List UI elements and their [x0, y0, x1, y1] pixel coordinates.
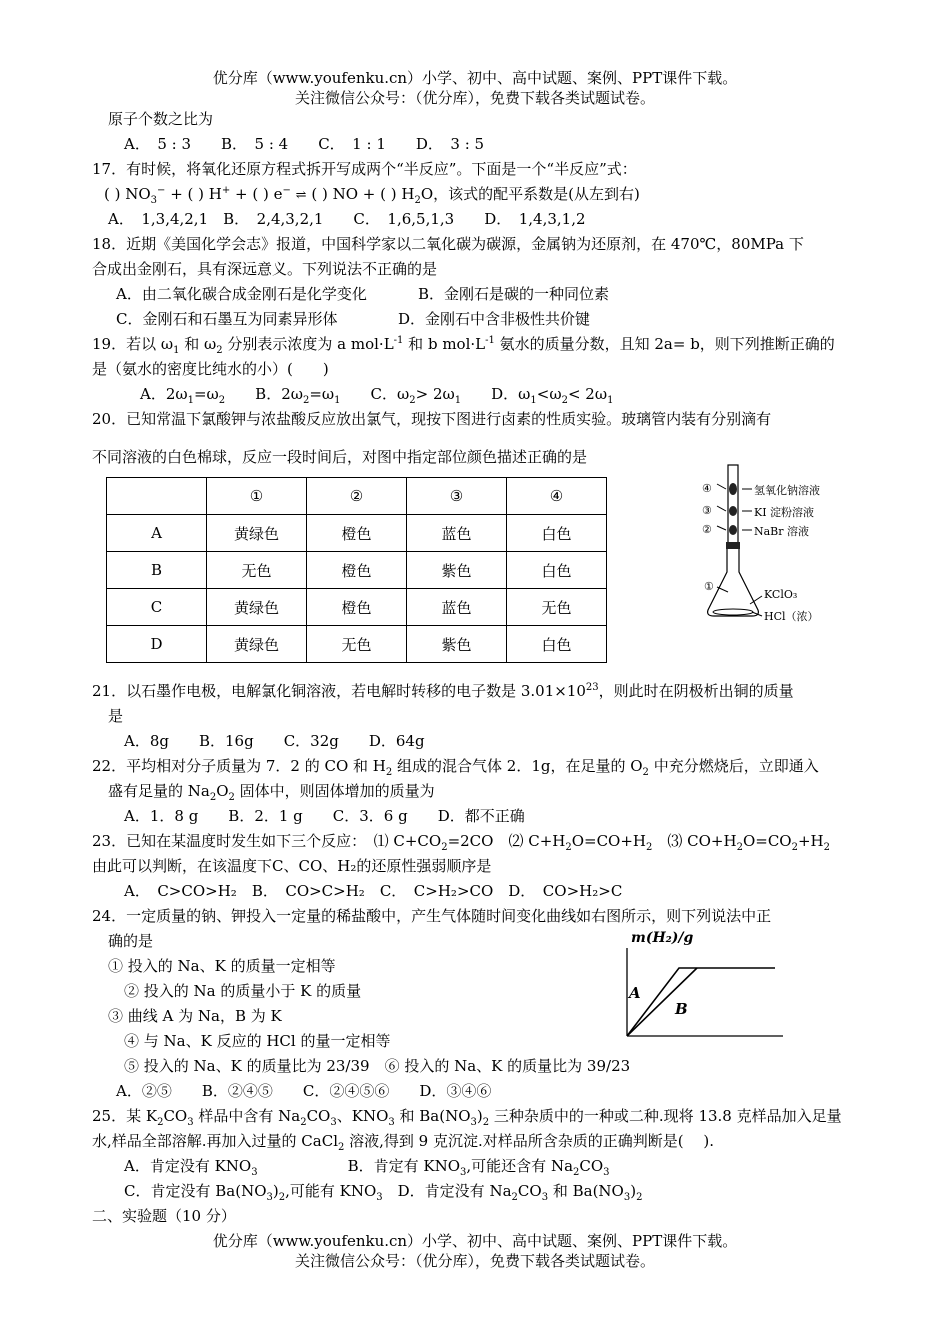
q24-statement-4: ④ 与 Na、K 反应的 HCl 的量一定相等: [124, 1032, 391, 1050]
q22-options: A．1．8 g B．2．1 g C．3．6 g D．都不正确: [124, 807, 525, 825]
q20-table: [106, 477, 607, 663]
table-cell: D: [107, 626, 207, 663]
table-cell: [107, 478, 207, 515]
table-cell: 紫色: [407, 552, 507, 589]
q25-line-2: 水,样品全部溶解.再加入过量的 CaCl$_2$ 溶液,得到 9 克沉淀.对样品所含杂质的正确判断是( ).: [92, 1132, 715, 1153]
q21-line-1: 21．以石墨作电极，电解氯化铜溶液，若电解时转移的电子数是 $3.01\times 10^{23}$，则此时在阴极析出铜的质量: [92, 682, 794, 700]
q19-line-1: 19．若以 $\omega_1$ 和 $\omega_2$ 分别表示浓度为 a $mol\cdot L^{-1}$ 和 b $mol\cdot L^{-1}$ 氨水的质量分数，且知 2a= b，则下列推断正确的: [92, 335, 835, 356]
table-cell: 黄绿色: [207, 515, 307, 552]
table-cell: 黄绿色: [207, 589, 307, 626]
label-naoh: 氢氧化钠溶液: [754, 484, 820, 497]
table-cell: 紫色: [407, 626, 507, 663]
table-cell: ②: [307, 478, 407, 515]
curve-b-label: B: [675, 1000, 688, 1018]
table-cell: 蓝色: [407, 589, 507, 626]
footer-line-2: 关注微信公众号：（优分库），免费下载各类试题试卷。: [294, 1252, 655, 1270]
q25-options-cd: C．肯定没有 $Ba(NO_3)_2$,可能有 $KNO_3$ D．肯定没有 $Na_2CO_3$ 和 $Ba(NO_3)_2$: [124, 1182, 643, 1203]
marker-4: ④: [702, 482, 712, 495]
table-row: [107, 552, 607, 589]
label-ki: KI 淀粉溶液: [754, 506, 815, 519]
q17-options: A． 1,3,4,2,1 B． 2,4,3,2,1 C． 1,6,5,1,3 D． 1,4,3,1,2: [108, 210, 586, 228]
q20-line-1: 20．已知常温下氯酸钾与浓盐酸反应放出氯气，现按下图进行卤素的性质实验。玻璃管内装有分别滴有: [92, 410, 772, 428]
q19-options: A．$2\omega_1=\omega_2$ B．$2\omega_2=\omega_1$ C．$\omega_2> 2\omega_1$ D．$\omega_1<\omega_2< 2\omega_1$: [140, 385, 614, 406]
table-cell: 蓝色: [407, 515, 507, 552]
q20-line-2: 不同溶液的白色棉球，反应一段时间后，对图中指定部位颜色描述正确的是: [92, 448, 588, 466]
q16-options: A． 5 : 3 B． 5 : 4 C． 1 : 1 D． 3 : 5: [124, 135, 485, 153]
table-cell: 无色: [507, 589, 607, 626]
q18-line-1: 18．近期《美国化学会志》报道，中国科学家以二氧化碳为碳源，金属钠为还原剂，在 470℃，80MPa 下: [92, 235, 804, 253]
table-row: [107, 515, 607, 552]
table-cell: 橙色: [307, 589, 407, 626]
q24-line-2: 确的是: [108, 932, 154, 950]
q17-eq-tail: ，该式的配平系数是(从左到右): [433, 185, 640, 203]
q24-line-1: 24．一定质量的钠、钾投入一定量的稀盐酸中，产生气体随时间变化曲线如右图所示，则下列说法中正: [92, 907, 772, 925]
table-cell: ④: [507, 478, 607, 515]
q24-statement-1: ① 投入的 Na、K 的质量一定相等: [108, 957, 336, 975]
table-cell: 无色: [207, 552, 307, 589]
table-cell: 白色: [507, 552, 607, 589]
marker-1: ①: [704, 580, 714, 593]
q17-stem: 17．有时候，将氧化还原方程式拆开写成两个“半反应”。下面是一个“半反应”式：: [92, 160, 637, 178]
header-line-2: 关注微信公众号：（优分库），免费下载各类试题试卷。: [294, 89, 655, 107]
q25-options-ab: A．肯定没有 $KNO_3$ B．肯定有 $KNO_3$,可能还含有 $Na_2CO_3$: [124, 1157, 610, 1178]
q17-equation: ( ) $NO_3^-$ + ( ) H+ + ( ) e− ⇌ ( ) NO + ( ) $H_2O$，该式的配平系数是(从左到右): [104, 185, 640, 206]
q18-line-2: 合成出金刚石，具有深远意义。下列说法不正确的是: [92, 260, 438, 278]
q24-statement-2: ② 投入的 Na 的质量小于 K 的质量: [124, 982, 362, 1000]
table-cell: 橙色: [307, 552, 407, 589]
q18-option-d: D．金刚石中含非极性共价键: [398, 310, 591, 328]
q23-line-1: 23．已知在某温度时发生如下三个反应： ⑴ $C+CO_2=2CO$ ⑵ $C+H_2O=CO+H_2$ ⑶ $CO+H_2O=CO_2+H_2$: [92, 832, 831, 853]
table-cell: 白色: [507, 626, 607, 663]
apparatus-figure: [690, 462, 850, 632]
table-cell: A: [107, 515, 207, 552]
table-header-row: [107, 478, 607, 515]
q18-option-b: B．金刚石是碳的一种同位素: [418, 285, 610, 303]
q21-options: A．8g B．16g C．32g D．64g: [124, 732, 425, 750]
q24-statement-3: ③ 曲线 A 为 Na，B 为 K: [108, 1007, 282, 1025]
marker-3: ③: [702, 504, 712, 517]
table-cell: 白色: [507, 515, 607, 552]
q24-options: A．②⑤ B．②④⑤ C．②④⑤⑥ D．③④⑥: [116, 1082, 492, 1100]
table-cell: 无色: [307, 626, 407, 663]
q18-option-c: C．金刚石和石墨互为同素异形体: [116, 310, 338, 328]
q23-options: A． C>CO>H₂ B． CO>C>H₂ C． C>H₂>CO D． CO>H₂>C: [124, 882, 623, 900]
q23-line-2: 由此可以判断，在该温度下C、CO、H₂的还原性强弱顺序是: [92, 857, 492, 875]
marker-2: ②: [702, 523, 712, 536]
graph-y-label: m(H₂)/g: [631, 930, 694, 946]
table-cell: 橙色: [307, 515, 407, 552]
label-hcl: HCl（浓）: [764, 610, 819, 623]
table-cell: ③: [407, 478, 507, 515]
q24-statement-5-6: ⑤ 投入的 Na、K 的质量比为 23/39 ⑥ 投入的 Na、K 的质量比为 39/23: [124, 1057, 631, 1075]
q22-line-1: 22．平均相对分子质量为 7．2 的 CO 和 $H_2$ 组成的混合气体 2．1g，在足量的 $O_2$ 中充分燃烧后，立即通入: [92, 757, 819, 778]
footer-line-1: 优分库（www.youfenku.cn）小学、初中、高中试题、案例、PPT课件下载。: [212, 1232, 738, 1250]
header-line-1: 优分库（www.youfenku.cn）小学、初中、高中试题、案例、PPT课件下载。: [212, 69, 738, 87]
curve-a-label: A: [629, 984, 641, 1002]
q16-stem-tail: 原子个数之比为: [108, 110, 214, 128]
table-cell: B: [107, 552, 207, 589]
table-row: [107, 589, 607, 626]
table-cell: ①: [207, 478, 307, 515]
table-cell: C: [107, 589, 207, 626]
q19-line-2: 是（氨水的密度比纯水的小）( ): [92, 360, 329, 378]
table-row: [107, 626, 607, 663]
q21-line-2: 是: [108, 707, 124, 725]
table-cell: 黄绿色: [207, 626, 307, 663]
section-2-title: 二、实验题（10 分）: [92, 1207, 236, 1225]
q25-line-1: 25．某 $K_2CO_3$ 样品中含有 $Na_2CO_3$、$KNO_3$ 和 $Ba(NO_3)_2$ 三种杂质中的一种或二种.现将 13.8 克样品加入足量: [92, 1107, 842, 1128]
q18-option-a: A．由二氧化碳合成金刚石是化学变化: [116, 285, 367, 303]
label-nabr: NaBr 溶液: [754, 525, 810, 538]
q22-line-2: 盛有足量的 $Na_2O_2$ 固体中，则固体增加的质量为: [108, 782, 435, 803]
label-kclo3: KClO₃: [764, 588, 798, 601]
q24-graph: [615, 928, 785, 1040]
